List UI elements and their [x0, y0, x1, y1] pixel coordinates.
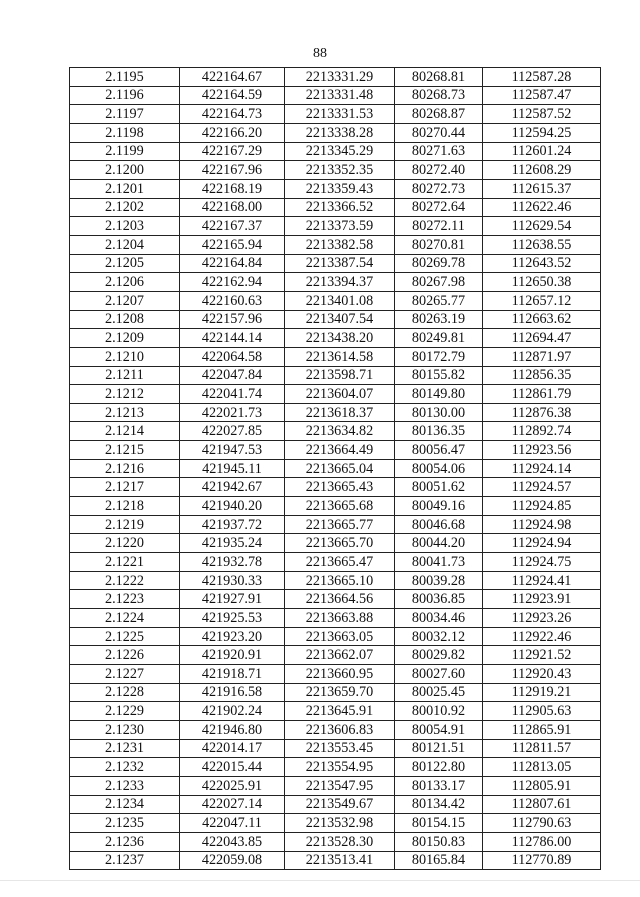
table-row: [70, 217, 601, 236]
y-local-cell: 112905.63: [483, 702, 601, 721]
x-coordinate-cell: 422047.84: [180, 366, 285, 385]
x-coordinate-cell: 421940.20: [180, 497, 285, 516]
y-coordinate-cell: 2213373.59: [285, 217, 395, 236]
point-id-cell: 2.1196: [70, 86, 180, 105]
y-local-cell: 112924.14: [483, 459, 601, 478]
x-coordinate-cell: 422015.44: [180, 758, 285, 777]
table-row: [70, 347, 601, 366]
table-row: [70, 795, 601, 814]
table-row: [70, 179, 601, 198]
x-local-cell: 80265.77: [395, 291, 483, 310]
y-coordinate-cell: 2213387.54: [285, 254, 395, 273]
x-local-cell: 80039.28: [395, 571, 483, 590]
x-local-cell: 80121.51: [395, 739, 483, 758]
x-local-cell: 80027.60: [395, 665, 483, 684]
x-local-cell: 80268.87: [395, 105, 483, 124]
point-id-cell: 2.1221: [70, 553, 180, 572]
table-row: [70, 665, 601, 684]
y-local-cell: 112587.52: [483, 105, 601, 124]
table-row: [70, 198, 601, 217]
table-row: [70, 702, 601, 721]
y-local-cell: 112923.56: [483, 441, 601, 460]
y-coordinate-cell: 2213532.98: [285, 814, 395, 833]
x-local-cell: 80134.42: [395, 795, 483, 814]
x-coordinate-cell: 421935.24: [180, 534, 285, 553]
y-coordinate-cell: 2213407.54: [285, 310, 395, 329]
y-local-cell: 112892.74: [483, 422, 601, 441]
point-id-cell: 2.1229: [70, 702, 180, 721]
x-coordinate-cell: 422167.96: [180, 161, 285, 180]
x-local-cell: 80149.80: [395, 385, 483, 404]
point-id-cell: 2.1230: [70, 720, 180, 739]
x-local-cell: 80133.17: [395, 776, 483, 795]
table-row: [70, 366, 601, 385]
y-local-cell: 112861.79: [483, 385, 601, 404]
x-local-cell: 80041.73: [395, 553, 483, 572]
y-coordinate-cell: 2213664.49: [285, 441, 395, 460]
x-local-cell: 80272.40: [395, 161, 483, 180]
point-id-cell: 2.1216: [70, 459, 180, 478]
y-coordinate-cell: 2213331.29: [285, 68, 395, 87]
x-local-cell: 80130.00: [395, 403, 483, 422]
table-row: [70, 515, 601, 534]
point-id-cell: 2.1223: [70, 590, 180, 609]
table-row: [70, 497, 601, 516]
point-id-cell: 2.1209: [70, 329, 180, 348]
table-row: [70, 459, 601, 478]
y-local-cell: 112923.26: [483, 609, 601, 628]
point-id-cell: 2.1235: [70, 814, 180, 833]
x-coordinate-cell: 421947.53: [180, 441, 285, 460]
y-local-cell: 112657.12: [483, 291, 601, 310]
y-local-cell: 112587.28: [483, 68, 601, 87]
table-row: [70, 441, 601, 460]
table-row: [70, 553, 601, 572]
table-row: [70, 142, 601, 161]
y-local-cell: 112876.38: [483, 403, 601, 422]
y-local-cell: 112694.47: [483, 329, 601, 348]
point-id-cell: 2.1224: [70, 609, 180, 628]
y-coordinate-cell: 2213665.70: [285, 534, 395, 553]
y-local-cell: 112919.21: [483, 683, 601, 702]
point-id-cell: 2.1203: [70, 217, 180, 236]
y-local-cell: 112786.00: [483, 832, 601, 851]
y-local-cell: 112601.24: [483, 142, 601, 161]
table-row: [70, 646, 601, 665]
point-id-cell: 2.1211: [70, 366, 180, 385]
y-local-cell: 112770.89: [483, 851, 601, 870]
y-coordinate-cell: 2213604.07: [285, 385, 395, 404]
x-local-cell: 80025.45: [395, 683, 483, 702]
y-local-cell: 112924.41: [483, 571, 601, 590]
point-id-cell: 2.1226: [70, 646, 180, 665]
table-row: [70, 235, 601, 254]
y-local-cell: 112650.38: [483, 273, 601, 292]
y-coordinate-cell: 2213549.67: [285, 795, 395, 814]
y-local-cell: 112587.47: [483, 86, 601, 105]
x-coordinate-cell: 421942.67: [180, 478, 285, 497]
x-local-cell: 80271.63: [395, 142, 483, 161]
table-row: [70, 422, 601, 441]
y-coordinate-cell: 2213665.04: [285, 459, 395, 478]
x-coordinate-cell: 422021.73: [180, 403, 285, 422]
table-row: [70, 254, 601, 273]
x-coordinate-cell: 422059.08: [180, 851, 285, 870]
y-coordinate-cell: 2213614.58: [285, 347, 395, 366]
x-coordinate-cell: 422064.58: [180, 347, 285, 366]
y-coordinate-cell: 2213331.53: [285, 105, 395, 124]
x-local-cell: 80054.06: [395, 459, 483, 478]
x-local-cell: 80267.98: [395, 273, 483, 292]
y-local-cell: 112865.91: [483, 720, 601, 739]
y-coordinate-cell: 2213664.56: [285, 590, 395, 609]
x-coordinate-cell: 422164.59: [180, 86, 285, 105]
point-id-cell: 2.1233: [70, 776, 180, 795]
y-local-cell: 112924.57: [483, 478, 601, 497]
x-coordinate-cell: 422164.67: [180, 68, 285, 87]
y-coordinate-cell: 2213331.48: [285, 86, 395, 105]
y-local-cell: 112871.97: [483, 347, 601, 366]
y-local-cell: 112608.29: [483, 161, 601, 180]
y-coordinate-cell: 2213618.37: [285, 403, 395, 422]
point-id-cell: 2.1206: [70, 273, 180, 292]
y-local-cell: 112856.35: [483, 366, 601, 385]
table-row: [70, 478, 601, 497]
x-local-cell: 80263.19: [395, 310, 483, 329]
x-coordinate-cell: 422027.14: [180, 795, 285, 814]
x-local-cell: 80044.20: [395, 534, 483, 553]
y-coordinate-cell: 2213665.77: [285, 515, 395, 534]
x-local-cell: 80036.85: [395, 590, 483, 609]
point-id-cell: 2.1201: [70, 179, 180, 198]
table-row: [70, 534, 601, 553]
x-local-cell: 80010.92: [395, 702, 483, 721]
table-row: [70, 851, 601, 870]
y-coordinate-cell: 2213665.68: [285, 497, 395, 516]
x-local-cell: 80034.46: [395, 609, 483, 628]
x-local-cell: 80272.73: [395, 179, 483, 198]
point-id-cell: 2.1208: [70, 310, 180, 329]
table-row: [70, 758, 601, 777]
table-row: [70, 776, 601, 795]
y-coordinate-cell: 2213665.10: [285, 571, 395, 590]
x-coordinate-cell: 422167.29: [180, 142, 285, 161]
y-coordinate-cell: 2213394.37: [285, 273, 395, 292]
table-row: [70, 590, 601, 609]
x-coordinate-cell: 421916.58: [180, 683, 285, 702]
x-coordinate-cell: 422164.84: [180, 254, 285, 273]
point-id-cell: 2.1198: [70, 123, 180, 142]
x-coordinate-cell: 421945.11: [180, 459, 285, 478]
table-row: [70, 571, 601, 590]
y-coordinate-cell: 2213513.41: [285, 851, 395, 870]
y-local-cell: 112924.98: [483, 515, 601, 534]
x-local-cell: 80272.11: [395, 217, 483, 236]
x-local-cell: 80049.16: [395, 497, 483, 516]
y-local-cell: 112594.25: [483, 123, 601, 142]
y-coordinate-cell: 2213662.07: [285, 646, 395, 665]
x-local-cell: 80165.84: [395, 851, 483, 870]
y-local-cell: 112813.05: [483, 758, 601, 777]
y-coordinate-cell: 2213663.05: [285, 627, 395, 646]
x-coordinate-cell: 422043.85: [180, 832, 285, 851]
point-id-cell: 2.1232: [70, 758, 180, 777]
y-local-cell: 112615.37: [483, 179, 601, 198]
y-local-cell: 112924.75: [483, 553, 601, 572]
point-id-cell: 2.1195: [70, 68, 180, 87]
x-local-cell: 80155.82: [395, 366, 483, 385]
y-coordinate-cell: 2213553.45: [285, 739, 395, 758]
x-coordinate-cell: 422164.73: [180, 105, 285, 124]
y-local-cell: 112920.43: [483, 665, 601, 684]
y-local-cell: 112811.57: [483, 739, 601, 758]
x-local-cell: 80154.15: [395, 814, 483, 833]
table-row: [70, 86, 601, 105]
table-row: [70, 403, 601, 422]
x-coordinate-cell: 422047.11: [180, 814, 285, 833]
x-coordinate-cell: 421930.33: [180, 571, 285, 590]
table-row: [70, 291, 601, 310]
x-coordinate-cell: 421920.91: [180, 646, 285, 665]
point-id-cell: 2.1228: [70, 683, 180, 702]
y-coordinate-cell: 2213665.43: [285, 478, 395, 497]
y-local-cell: 112629.54: [483, 217, 601, 236]
x-local-cell: 80270.81: [395, 235, 483, 254]
point-id-cell: 2.1219: [70, 515, 180, 534]
y-coordinate-cell: 2213634.82: [285, 422, 395, 441]
point-id-cell: 2.1220: [70, 534, 180, 553]
table-row: [70, 739, 601, 758]
point-id-cell: 2.1215: [70, 441, 180, 460]
y-local-cell: 112923.91: [483, 590, 601, 609]
point-id-cell: 2.1222: [70, 571, 180, 590]
x-local-cell: 80268.73: [395, 86, 483, 105]
point-id-cell: 2.1231: [70, 739, 180, 758]
table-row: [70, 832, 601, 851]
x-local-cell: 80054.91: [395, 720, 483, 739]
point-id-cell: 2.1237: [70, 851, 180, 870]
x-coordinate-cell: 422162.94: [180, 273, 285, 292]
table-row: [70, 814, 601, 833]
y-coordinate-cell: 2213645.91: [285, 702, 395, 721]
x-local-cell: 80249.81: [395, 329, 483, 348]
point-id-cell: 2.1205: [70, 254, 180, 273]
point-id-cell: 2.1225: [70, 627, 180, 646]
x-local-cell: 80150.83: [395, 832, 483, 851]
point-id-cell: 2.1236: [70, 832, 180, 851]
y-coordinate-cell: 2213366.52: [285, 198, 395, 217]
point-id-cell: 2.1199: [70, 142, 180, 161]
x-coordinate-cell: 422014.17: [180, 739, 285, 758]
table-row: [70, 683, 601, 702]
x-local-cell: 80268.81: [395, 68, 483, 87]
page-bottom-edge: [0, 880, 640, 881]
y-local-cell: 112921.52: [483, 646, 601, 665]
x-local-cell: 80032.12: [395, 627, 483, 646]
coordinate-table: [69, 67, 601, 870]
y-local-cell: 112924.85: [483, 497, 601, 516]
x-local-cell: 80272.64: [395, 198, 483, 217]
y-local-cell: 112790.63: [483, 814, 601, 833]
y-coordinate-cell: 2213528.30: [285, 832, 395, 851]
x-coordinate-cell: 422166.20: [180, 123, 285, 142]
table-row: [70, 123, 601, 142]
y-coordinate-cell: 2213598.71: [285, 366, 395, 385]
table-row: [70, 273, 601, 292]
point-id-cell: 2.1210: [70, 347, 180, 366]
x-coordinate-cell: 421923.20: [180, 627, 285, 646]
y-coordinate-cell: 2213659.70: [285, 683, 395, 702]
table-row: [70, 627, 601, 646]
y-coordinate-cell: 2213338.28: [285, 123, 395, 142]
x-coordinate-cell: 421946.80: [180, 720, 285, 739]
x-coordinate-cell: 422168.00: [180, 198, 285, 217]
x-coordinate-cell: 421925.53: [180, 609, 285, 628]
y-coordinate-cell: 2213554.95: [285, 758, 395, 777]
x-coordinate-cell: 422027.85: [180, 422, 285, 441]
point-id-cell: 2.1218: [70, 497, 180, 516]
point-id-cell: 2.1212: [70, 385, 180, 404]
x-local-cell: 80122.80: [395, 758, 483, 777]
y-coordinate-cell: 2213665.47: [285, 553, 395, 572]
point-id-cell: 2.1202: [70, 198, 180, 217]
point-id-cell: 2.1200: [70, 161, 180, 180]
table-row: [70, 329, 601, 348]
x-coordinate-cell: 422167.37: [180, 217, 285, 236]
point-id-cell: 2.1234: [70, 795, 180, 814]
point-id-cell: 2.1207: [70, 291, 180, 310]
y-local-cell: 112643.52: [483, 254, 601, 273]
y-coordinate-cell: 2213606.83: [285, 720, 395, 739]
x-coordinate-cell: 422168.19: [180, 179, 285, 198]
y-coordinate-cell: 2213382.58: [285, 235, 395, 254]
y-coordinate-cell: 2213660.95: [285, 665, 395, 684]
page-number: 88: [313, 46, 327, 61]
table-row: [70, 310, 601, 329]
x-local-cell: 80029.82: [395, 646, 483, 665]
x-coordinate-cell: 421937.72: [180, 515, 285, 534]
x-coordinate-cell: 422165.94: [180, 235, 285, 254]
x-coordinate-cell: 421902.24: [180, 702, 285, 721]
x-local-cell: 80046.68: [395, 515, 483, 534]
table-row: [70, 385, 601, 404]
x-coordinate-cell: 422025.91: [180, 776, 285, 795]
point-id-cell: 2.1214: [70, 422, 180, 441]
table-row: [70, 161, 601, 180]
y-local-cell: 112924.94: [483, 534, 601, 553]
point-id-cell: 2.1197: [70, 105, 180, 124]
y-coordinate-cell: 2213345.29: [285, 142, 395, 161]
y-local-cell: 112922.46: [483, 627, 601, 646]
x-coordinate-cell: 421927.91: [180, 590, 285, 609]
y-coordinate-cell: 2213401.08: [285, 291, 395, 310]
point-id-cell: 2.1217: [70, 478, 180, 497]
point-id-cell: 2.1227: [70, 665, 180, 684]
y-local-cell: 112638.55: [483, 235, 601, 254]
y-coordinate-cell: 2213547.95: [285, 776, 395, 795]
x-coordinate-cell: 421918.71: [180, 665, 285, 684]
table-row: [70, 720, 601, 739]
y-coordinate-cell: 2213359.43: [285, 179, 395, 198]
coordinate-table-container: [69, 67, 600, 870]
table-row: [70, 609, 601, 628]
x-local-cell: 80270.44: [395, 123, 483, 142]
y-local-cell: 112663.62: [483, 310, 601, 329]
x-coordinate-cell: 422160.63: [180, 291, 285, 310]
x-local-cell: 80269.78: [395, 254, 483, 273]
x-local-cell: 80172.79: [395, 347, 483, 366]
point-id-cell: 2.1213: [70, 403, 180, 422]
x-coordinate-cell: 422157.96: [180, 310, 285, 329]
coordinate-table-body: [70, 68, 601, 870]
y-coordinate-cell: 2213438.20: [285, 329, 395, 348]
y-local-cell: 112807.61: [483, 795, 601, 814]
table-row: [70, 68, 601, 87]
x-coordinate-cell: 421932.78: [180, 553, 285, 572]
y-coordinate-cell: 2213352.35: [285, 161, 395, 180]
y-local-cell: 112622.46: [483, 198, 601, 217]
x-local-cell: 80051.62: [395, 478, 483, 497]
x-coordinate-cell: 422041.74: [180, 385, 285, 404]
x-local-cell: 80136.35: [395, 422, 483, 441]
x-local-cell: 80056.47: [395, 441, 483, 460]
y-coordinate-cell: 2213663.88: [285, 609, 395, 628]
x-coordinate-cell: 422144.14: [180, 329, 285, 348]
point-id-cell: 2.1204: [70, 235, 180, 254]
table-row: [70, 105, 601, 124]
y-local-cell: 112805.91: [483, 776, 601, 795]
